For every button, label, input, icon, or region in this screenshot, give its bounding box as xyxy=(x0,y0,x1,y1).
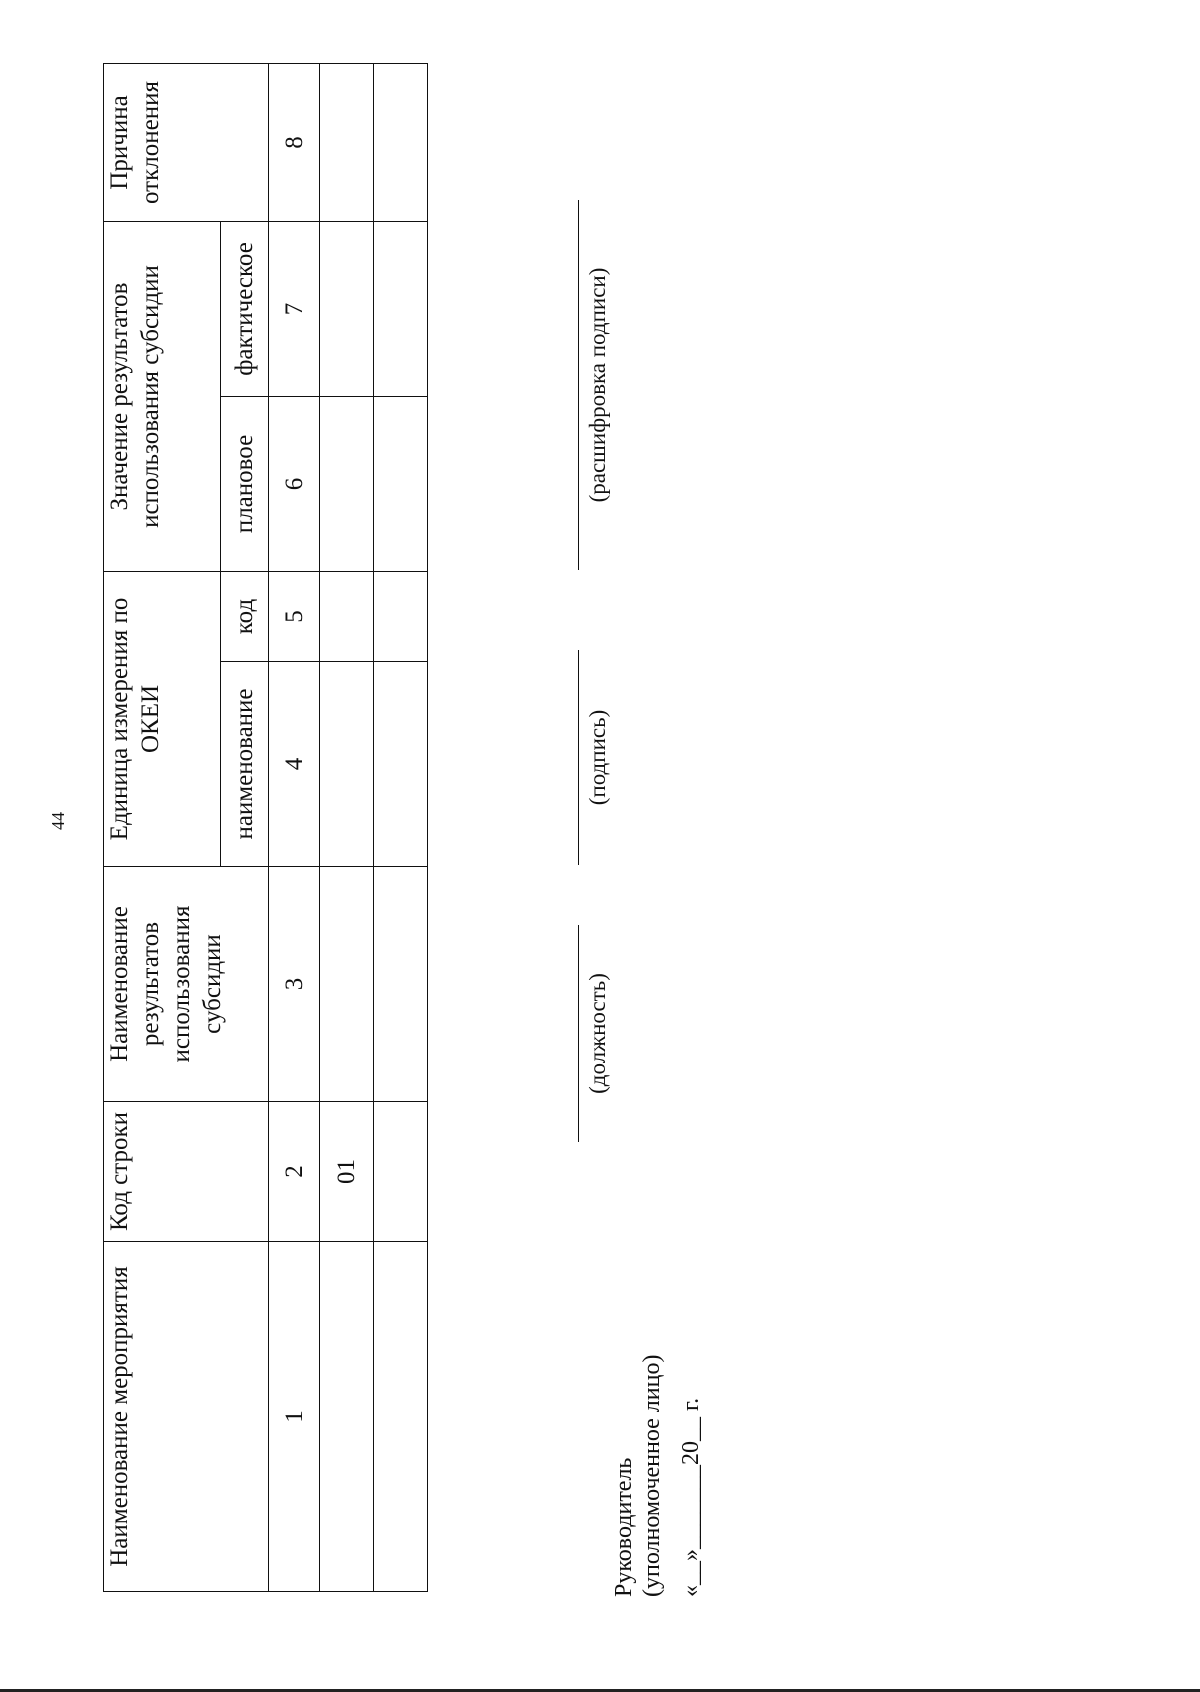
column-number: 6 xyxy=(269,397,320,572)
column-number: 1 xyxy=(269,1242,320,1592)
table-row xyxy=(320,64,374,1592)
header-unit-group: Единица измерения по ОКЕИ xyxy=(104,572,221,867)
column-number-row xyxy=(269,64,320,1592)
table-cell xyxy=(320,397,374,572)
table-cell xyxy=(320,572,374,662)
signatory-role xyxy=(610,1355,666,1597)
table-cell xyxy=(320,1242,374,1592)
table-cell xyxy=(374,1242,428,1592)
table-cell xyxy=(374,222,428,397)
table-cell xyxy=(374,397,428,572)
header-unit-name: наименование xyxy=(221,662,269,867)
table-cell xyxy=(320,64,374,222)
column-number: 2 xyxy=(269,1102,320,1242)
sign-line xyxy=(578,650,579,865)
table-cell xyxy=(320,222,374,397)
decode-caption: (расшифровка подписи) xyxy=(585,267,610,503)
table-cell xyxy=(374,867,428,1102)
table-cell xyxy=(374,1102,428,1242)
table-cell xyxy=(374,64,428,222)
table-cell: 01 xyxy=(320,1102,374,1242)
position-caption: (должность) xyxy=(585,973,610,1094)
header-value-fact: фактическое xyxy=(221,222,269,397)
decode-field xyxy=(578,200,611,570)
header-value-group: Значение результатов использования субсидии xyxy=(104,222,221,572)
table-cell xyxy=(320,867,374,1102)
column-number: 4 xyxy=(269,662,320,867)
decode-line xyxy=(578,200,579,570)
table-row xyxy=(374,64,428,1592)
table-cell xyxy=(320,662,374,867)
table-cell xyxy=(374,662,428,867)
column-number: 8 xyxy=(269,64,320,222)
header-value-plan: плановое xyxy=(221,397,269,572)
header-line-code: Код строки xyxy=(104,1102,269,1242)
column-number: 3 xyxy=(269,867,320,1102)
column-number: 7 xyxy=(269,222,320,397)
date-line: «__»_______20__ г. xyxy=(678,1397,704,1597)
page-number: 44 xyxy=(48,812,68,830)
header-row-1 xyxy=(104,64,221,1592)
header-event-name: Наименование мероприятия xyxy=(104,1242,269,1592)
column-number: 5 xyxy=(269,572,320,662)
signatory-role-line2: (уполномоченное лицо) xyxy=(639,1354,665,1597)
header-unit-code: код xyxy=(221,572,269,662)
header-result-name: Наименование результатов использования субсидии xyxy=(104,867,269,1102)
sign-field xyxy=(578,650,611,865)
header-deviation-reason: Причина отклонения xyxy=(104,64,269,222)
position-field xyxy=(578,925,611,1142)
table-cell xyxy=(374,572,428,662)
sign-caption: (подпись) xyxy=(585,709,610,806)
signatory-role-line1: Руководитель xyxy=(611,1457,637,1597)
position-line xyxy=(578,925,579,1142)
results-table xyxy=(103,63,428,1592)
